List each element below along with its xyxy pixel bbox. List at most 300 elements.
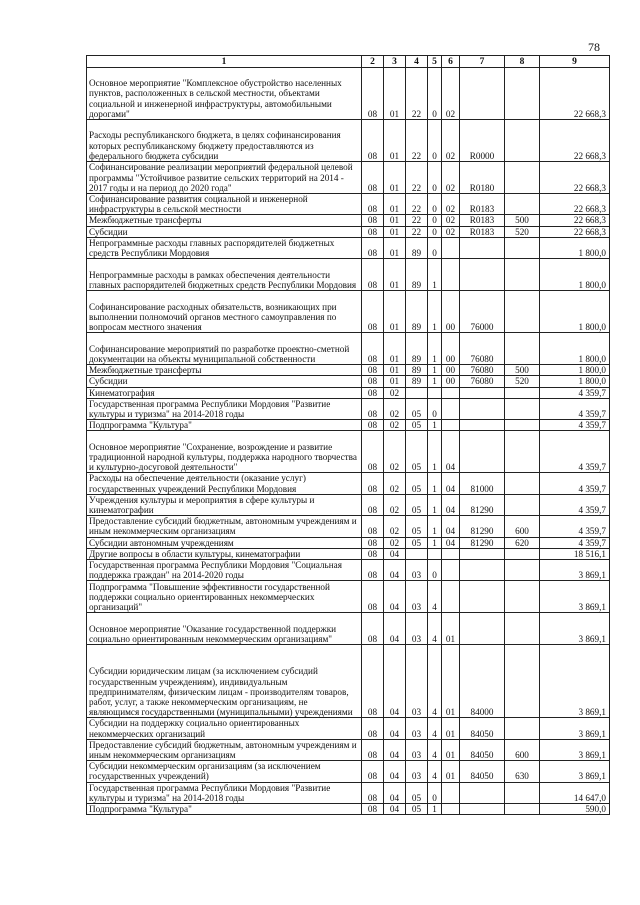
row-code: 08 <box>362 581 384 613</box>
row-code: 08 <box>362 420 384 431</box>
row-code: 81290 <box>460 537 505 548</box>
table-row <box>87 516 610 537</box>
row-amount: 22 668,3 <box>540 194 610 215</box>
row-amount: 22 668,3 <box>540 120 610 162</box>
row-amount: 18 516,1 <box>540 548 610 559</box>
row-code <box>505 237 540 258</box>
row-code <box>505 645 540 718</box>
row-amount: 4 359,7 <box>540 398 610 419</box>
row-code: 04 <box>384 548 406 559</box>
row-description: Субсидии на поддержку социально ориентированных некоммерческих организаций <box>87 718 362 739</box>
row-code: 0 <box>428 162 442 194</box>
row-description: Государственная программа Республики Мордовия "Развитие культуры и туризма" на 2014-2018 годы <box>87 398 362 419</box>
row-code: R0183 <box>460 226 505 237</box>
row-code: 02 <box>384 420 406 431</box>
row-code: 04 <box>442 473 460 494</box>
row-code: 4 <box>428 718 442 739</box>
row-code: 1 <box>428 420 442 431</box>
row-code <box>505 473 540 494</box>
row-code: 1 <box>428 473 442 494</box>
row-amount: 4 359,7 <box>540 516 610 537</box>
column-header: 9 <box>540 56 610 68</box>
row-code <box>505 333 540 365</box>
row-code: 01 <box>384 194 406 215</box>
row-code <box>460 431 505 473</box>
row-code: 08 <box>362 761 384 782</box>
table-row <box>87 194 610 215</box>
row-code <box>460 581 505 613</box>
row-code <box>442 237 460 258</box>
row-code <box>442 548 460 559</box>
row-code <box>505 548 540 559</box>
table-header-row <box>87 56 610 68</box>
row-code: 02 <box>442 120 460 162</box>
row-code <box>460 259 505 291</box>
row-code <box>460 387 505 398</box>
table-row <box>87 537 610 548</box>
row-code <box>442 387 460 398</box>
row-code: 520 <box>505 376 540 387</box>
row-code: 05 <box>406 398 428 419</box>
row-code: 4 <box>428 739 442 760</box>
row-code: 01 <box>384 333 406 365</box>
table-row <box>87 68 610 120</box>
row-code: 02 <box>384 431 406 473</box>
row-code: 0 <box>428 120 442 162</box>
table-row <box>87 259 610 291</box>
row-code: 00 <box>442 376 460 387</box>
row-code <box>505 194 540 215</box>
column-header: 3 <box>384 56 406 68</box>
column-header: 7 <box>460 56 505 68</box>
row-code: 04 <box>442 494 460 515</box>
row-code: R0000 <box>460 120 505 162</box>
row-code: 89 <box>406 376 428 387</box>
row-code: 01 <box>384 68 406 120</box>
row-code: 0 <box>428 398 442 419</box>
row-code: 05 <box>406 431 428 473</box>
row-code: 05 <box>406 473 428 494</box>
table-row <box>87 645 610 718</box>
table-row <box>87 376 610 387</box>
row-code: 1 <box>428 291 442 333</box>
row-code: 08 <box>362 494 384 515</box>
row-amount: 1 800,0 <box>540 333 610 365</box>
column-header: 5 <box>428 56 442 68</box>
row-code: 02 <box>384 387 406 398</box>
row-code: 01 <box>384 376 406 387</box>
row-code <box>505 431 540 473</box>
row-description: Непрограммные расходы главных распорядителей бюджетных средств Республики Мордовия <box>87 237 362 258</box>
row-amount: 4 359,7 <box>540 473 610 494</box>
row-amount: 4 359,7 <box>540 420 610 431</box>
row-code: 01 <box>384 237 406 258</box>
row-description: Кинематография <box>87 387 362 398</box>
table-row <box>87 365 610 376</box>
row-amount: 3 869,1 <box>540 739 610 760</box>
column-header: 1 <box>87 56 362 68</box>
row-code: 02 <box>442 215 460 226</box>
row-description: Софинансирование развития социальной и инженерной инфраструктуры в сельской местности <box>87 194 362 215</box>
row-code: 08 <box>362 560 384 581</box>
row-code <box>460 548 505 559</box>
row-code: 03 <box>406 581 428 613</box>
row-code: 03 <box>406 560 428 581</box>
row-code <box>460 398 505 419</box>
row-code: 500 <box>505 215 540 226</box>
row-code: 0 <box>428 68 442 120</box>
row-code: 01 <box>384 226 406 237</box>
row-code: 08 <box>362 431 384 473</box>
row-code: 05 <box>406 804 428 815</box>
row-code <box>460 560 505 581</box>
row-code: 89 <box>406 333 428 365</box>
row-code: 05 <box>406 420 428 431</box>
row-code: 600 <box>505 516 540 537</box>
row-code: 08 <box>362 120 384 162</box>
row-code: 01 <box>384 215 406 226</box>
row-code <box>406 548 428 559</box>
page-number: 78 <box>588 40 600 54</box>
row-code: 08 <box>362 718 384 739</box>
row-description: Субсидии юридическим лицам (за исключением субсидий государственным учреждениям), индивидуальным предпринимателям, физическим лицам - производителям товаров, работ, услуг, а также некоммерческим организациям, не являющимся государственными (муниципальными) учреждениями <box>87 645 362 718</box>
row-description: Расходы республиканского бюджета, в целях софинансирования которых республиканскому бюджету предоставляются из федерального бюджета субсидии <box>87 120 362 162</box>
row-code <box>460 613 505 645</box>
row-code: 04 <box>442 537 460 548</box>
row-code: 1 <box>428 365 442 376</box>
table-row <box>87 761 610 782</box>
row-code: 08 <box>362 376 384 387</box>
row-code: 1 <box>428 333 442 365</box>
row-description: Софинансирование расходных обязательств, возникающих при выполнении полномочий органов местного самоуправления по вопросам местного значения <box>87 291 362 333</box>
row-code: 84050 <box>460 739 505 760</box>
row-code: 04 <box>384 782 406 803</box>
row-description: Межбюджетные трансферты <box>87 215 362 226</box>
row-code: 04 <box>384 718 406 739</box>
table-row <box>87 804 610 815</box>
row-amount: 22 668,3 <box>540 162 610 194</box>
row-code: 01 <box>384 259 406 291</box>
row-code: 03 <box>406 739 428 760</box>
row-code: 02 <box>442 68 460 120</box>
row-amount: 1 800,0 <box>540 365 610 376</box>
row-code: 01 <box>384 365 406 376</box>
row-code: 00 <box>442 291 460 333</box>
table-row <box>87 431 610 473</box>
row-code: 04 <box>442 516 460 537</box>
row-description: Основное мероприятие "Комплексное обустройство населенных пунктов, расположенных в сельской местности, объектами социальной и инженерной инфраструктуры, автомобильными дорогами" <box>87 68 362 120</box>
table-row <box>87 718 610 739</box>
row-code: 08 <box>362 804 384 815</box>
row-code: 08 <box>362 237 384 258</box>
table-row <box>87 548 610 559</box>
row-code <box>460 68 505 120</box>
row-code: 02 <box>384 494 406 515</box>
row-code: 04 <box>384 613 406 645</box>
row-code: 0 <box>428 560 442 581</box>
table-row <box>87 560 610 581</box>
row-description: Предоставление субсидий бюджетным, автономным учреждениям и иным некоммерческим организациям <box>87 516 362 537</box>
row-code: 08 <box>362 194 384 215</box>
row-code: 0 <box>428 226 442 237</box>
row-code: 01 <box>442 739 460 760</box>
column-header: 6 <box>442 56 460 68</box>
row-code <box>505 259 540 291</box>
row-code: 04 <box>384 581 406 613</box>
row-code: 1 <box>428 494 442 515</box>
row-amount: 3 869,1 <box>540 581 610 613</box>
row-code <box>460 782 505 803</box>
row-code: 01 <box>442 645 460 718</box>
row-code: 05 <box>406 782 428 803</box>
row-code <box>505 162 540 194</box>
table-row <box>87 581 610 613</box>
row-code: 84000 <box>460 645 505 718</box>
row-code <box>505 398 540 419</box>
table-row <box>87 237 610 258</box>
row-code: 05 <box>406 537 428 548</box>
row-code: 1 <box>428 516 442 537</box>
row-code: 22 <box>406 194 428 215</box>
row-code: 4 <box>428 645 442 718</box>
row-amount: 3 869,1 <box>540 718 610 739</box>
row-code: 1 <box>428 376 442 387</box>
table-row <box>87 215 610 226</box>
table-row <box>87 473 610 494</box>
row-code <box>505 420 540 431</box>
row-amount: 3 869,1 <box>540 645 610 718</box>
row-code: 84050 <box>460 718 505 739</box>
row-code: 08 <box>362 516 384 537</box>
row-code: 4 <box>428 581 442 613</box>
row-description: Расходы на обеспечение деятельности (оказание услуг) государственных учреждений Республики Мордовия <box>87 473 362 494</box>
row-amount: 1 800,0 <box>540 376 610 387</box>
row-code: 0 <box>428 237 442 258</box>
row-code <box>505 560 540 581</box>
row-code: 76000 <box>460 291 505 333</box>
row-code: 630 <box>505 761 540 782</box>
row-code: 05 <box>406 516 428 537</box>
row-code: 08 <box>362 226 384 237</box>
row-code: 03 <box>406 761 428 782</box>
row-code: 76080 <box>460 333 505 365</box>
row-amount: 1 800,0 <box>540 237 610 258</box>
row-code: 81000 <box>460 473 505 494</box>
row-code: 0 <box>428 194 442 215</box>
row-code: 1 <box>428 804 442 815</box>
row-code: 22 <box>406 215 428 226</box>
row-amount: 4 359,7 <box>540 431 610 473</box>
row-description: Субсидии автономным учреждениям <box>87 537 362 548</box>
row-description: Другие вопросы в области культуры, кинематографии <box>87 548 362 559</box>
row-description: Предоставление субсидий бюджетным, автономным учреждениям и иным некоммерческим организациям <box>87 739 362 760</box>
row-code: R0183 <box>460 194 505 215</box>
row-code: 05 <box>406 494 428 515</box>
row-code: 08 <box>362 398 384 419</box>
row-amount: 4 359,7 <box>540 494 610 515</box>
row-code <box>505 387 540 398</box>
row-code: 89 <box>406 365 428 376</box>
table-row <box>87 226 610 237</box>
row-code: 02 <box>442 226 460 237</box>
row-code <box>442 398 460 419</box>
row-code: 08 <box>362 333 384 365</box>
row-code: 04 <box>384 739 406 760</box>
row-description: Межбюджетные трансферты <box>87 365 362 376</box>
row-code: 81290 <box>460 494 505 515</box>
table-row <box>87 398 610 419</box>
row-code: 89 <box>406 259 428 291</box>
row-code: 08 <box>362 739 384 760</box>
row-code: 03 <box>406 645 428 718</box>
row-code <box>442 420 460 431</box>
row-code: 0 <box>428 782 442 803</box>
row-code: 02 <box>442 162 460 194</box>
row-amount: 1 800,0 <box>540 259 610 291</box>
table-row <box>87 494 610 515</box>
row-code: 08 <box>362 537 384 548</box>
row-description: Субсидии <box>87 376 362 387</box>
row-code <box>460 420 505 431</box>
row-code: R0180 <box>460 162 505 194</box>
row-code: 00 <box>442 365 460 376</box>
row-code <box>460 804 505 815</box>
row-code: R0183 <box>460 215 505 226</box>
row-code: 22 <box>406 226 428 237</box>
row-description: Государственная программа Республики Мордовия "Развитие культуры и туризма" на 2014-2018 годы <box>87 782 362 803</box>
row-code: 02 <box>384 473 406 494</box>
row-code: 84050 <box>460 761 505 782</box>
row-amount: 22 668,3 <box>540 68 610 120</box>
row-code: 08 <box>362 782 384 803</box>
row-code: 04 <box>384 645 406 718</box>
row-code: 1 <box>428 537 442 548</box>
row-code: 1 <box>428 259 442 291</box>
row-amount: 4 359,7 <box>540 537 610 548</box>
row-code: 620 <box>505 537 540 548</box>
row-amount: 3 869,1 <box>540 560 610 581</box>
row-amount: 1 800,0 <box>540 291 610 333</box>
row-code: 08 <box>362 162 384 194</box>
row-code: 520 <box>505 226 540 237</box>
row-code: 22 <box>406 162 428 194</box>
row-code: 02 <box>384 537 406 548</box>
row-code: 00 <box>442 333 460 365</box>
row-code: 22 <box>406 120 428 162</box>
row-description: Подпрограмма "Повышение эффективности государственной поддержки социально ориентированных некоммерческих организаций" <box>87 581 362 613</box>
row-description: Учреждения культуры и мероприятия в сфере культуры и кинематографии <box>87 494 362 515</box>
row-code: 22 <box>406 68 428 120</box>
row-amount: 14 647,0 <box>540 782 610 803</box>
row-description: Основное мероприятие "Сохранение, возрождение и развитие традиционной народной культуры, поддержка народного творчества и культурно-досуговой деятельности" <box>87 431 362 473</box>
row-code: 500 <box>505 365 540 376</box>
row-code: 0 <box>428 215 442 226</box>
row-code: 600 <box>505 739 540 760</box>
row-code: 81290 <box>460 516 505 537</box>
table-row <box>87 387 610 398</box>
row-code: 1 <box>428 431 442 473</box>
row-amount: 4 359,7 <box>540 387 610 398</box>
row-code: 08 <box>362 645 384 718</box>
row-code: 02 <box>442 194 460 215</box>
row-code: 08 <box>362 259 384 291</box>
row-code: 89 <box>406 291 428 333</box>
row-code <box>505 782 540 803</box>
table-row <box>87 120 610 162</box>
row-code: 01 <box>384 291 406 333</box>
row-code: 08 <box>362 291 384 333</box>
table-row <box>87 291 610 333</box>
table-row <box>87 613 610 645</box>
row-amount: 590,0 <box>540 804 610 815</box>
row-code <box>505 613 540 645</box>
row-code <box>505 120 540 162</box>
row-code <box>442 560 460 581</box>
row-code <box>505 68 540 120</box>
row-description: Субсидии некоммерческим организациям (за исключением государственных учреждений) <box>87 761 362 782</box>
row-description: Непрограммные расходы в рамках обеспечения деятельности главных распорядителей бюджетных средств Республики Мордовия <box>87 259 362 291</box>
row-description: Государственная программа Республики Мордовия "Социальная поддержка граждан" на 2014-2020 годы <box>87 560 362 581</box>
row-code <box>505 804 540 815</box>
row-code <box>442 804 460 815</box>
row-code <box>505 291 540 333</box>
row-code <box>505 718 540 739</box>
column-header: 4 <box>406 56 428 68</box>
table-row <box>87 782 610 803</box>
row-code: 89 <box>406 237 428 258</box>
row-code: 76080 <box>460 365 505 376</box>
row-code: 08 <box>362 473 384 494</box>
row-description: Софинансирование реализации мероприятий федеральной целевой программы "Устойчивое развитие сельских территорий на 2014 - 2017 годы и на период до 2020 года" <box>87 162 362 194</box>
row-code: 01 <box>442 718 460 739</box>
row-code <box>442 581 460 613</box>
row-code: 4 <box>428 613 442 645</box>
row-amount: 22 668,3 <box>540 226 610 237</box>
row-code <box>428 387 442 398</box>
row-description: Подпрограмма "Культура" <box>87 804 362 815</box>
row-description: Субсидии <box>87 226 362 237</box>
row-amount: 3 869,1 <box>540 613 610 645</box>
row-code: 08 <box>362 68 384 120</box>
row-amount: 3 869,1 <box>540 761 610 782</box>
row-code: 02 <box>384 398 406 419</box>
table-row <box>87 420 610 431</box>
row-code <box>505 494 540 515</box>
row-code: 01 <box>384 162 406 194</box>
row-code: 08 <box>362 613 384 645</box>
row-code: 03 <box>406 718 428 739</box>
row-code <box>460 237 505 258</box>
row-code <box>406 387 428 398</box>
column-header: 8 <box>505 56 540 68</box>
row-code: 08 <box>362 215 384 226</box>
row-code <box>428 548 442 559</box>
row-code <box>442 782 460 803</box>
row-description: Софинансирование мероприятий по разработке проектно-сметной документации на объекты муниципальной собственности <box>87 333 362 365</box>
row-amount: 22 668,3 <box>540 215 610 226</box>
row-code <box>505 581 540 613</box>
row-code: 02 <box>384 516 406 537</box>
row-code: 01 <box>442 761 460 782</box>
row-code: 76080 <box>460 376 505 387</box>
column-header: 2 <box>362 56 384 68</box>
row-code: 04 <box>384 761 406 782</box>
table-row <box>87 162 610 194</box>
row-code: 01 <box>442 613 460 645</box>
row-code: 08 <box>362 548 384 559</box>
row-code: 04 <box>442 431 460 473</box>
row-description: Основное мероприятие "Оказание государственной поддержки социально ориентированным некоммерческим организациям" <box>87 613 362 645</box>
